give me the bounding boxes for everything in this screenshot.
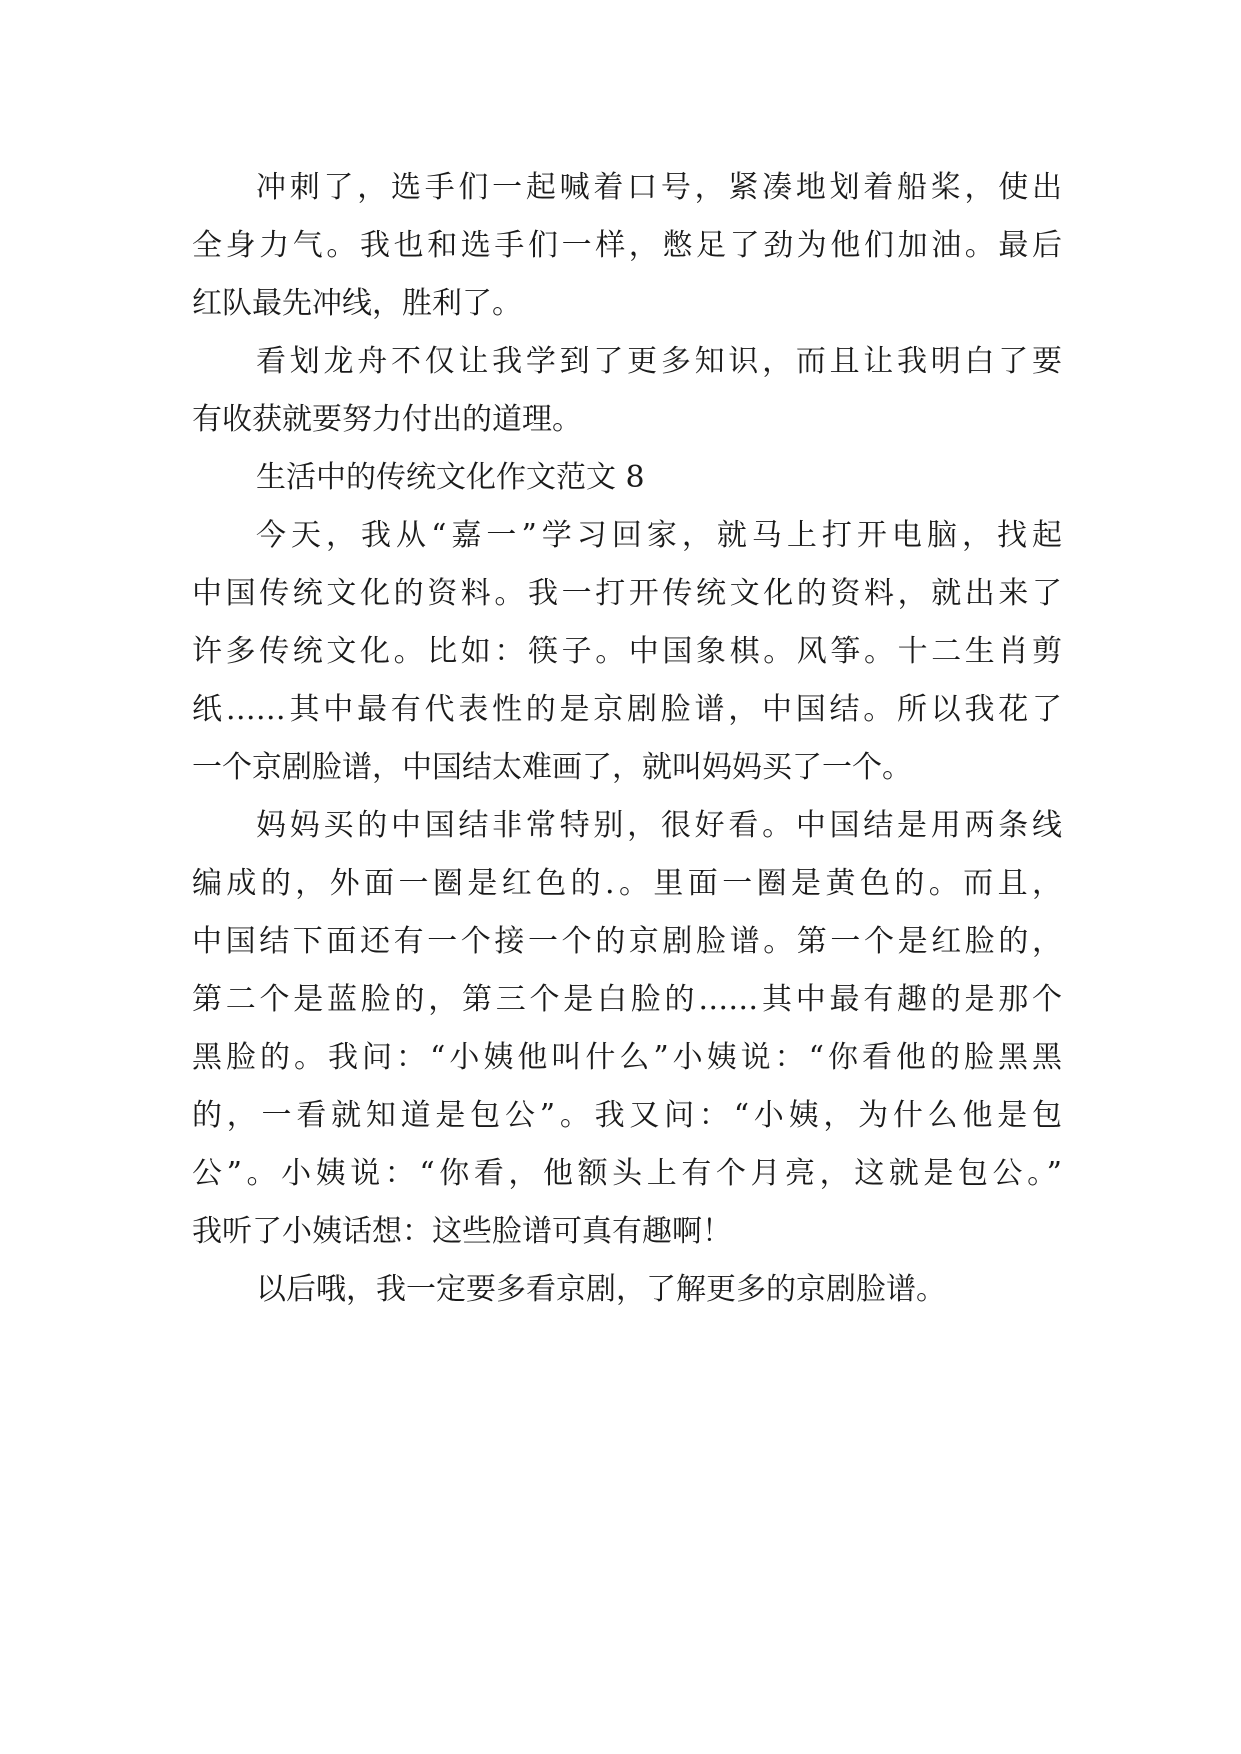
text-line: 第二个是蓝脸的，第三个是白脸的……其中最有趣的是那个 xyxy=(192,982,1062,1017)
text-line: 中国传统文化的资料。我一打开传统文化的资料，就出来了 xyxy=(192,576,1062,611)
text-line: 一个京剧脸谱，中国结太难画了，就叫妈妈买了一个。 xyxy=(192,750,912,785)
text-line: 编成的，外面一圈是红色的.。里面一圈是黄色的。而且， xyxy=(192,866,1062,901)
text-line: 许多传统文化。比如：筷子。中国象棋。风筝。十二生肖剪 xyxy=(192,634,1062,669)
text-line: 我听了小姨话想：这些脸谱可真有趣啊！ xyxy=(192,1214,732,1249)
text-line: 红队最先冲线，胜利了。 xyxy=(192,286,522,321)
text-line: 冲刺了，选手们一起喊着口号，紧凑地划着船桨，使出 xyxy=(256,170,1062,205)
body-text xyxy=(192,159,1062,1319)
text-line: 以后哦，我一定要多看京剧，了解更多的京剧脸谱。 xyxy=(256,1272,946,1307)
text-line: 看划龙舟不仅让我学到了更多知识，而且让我明白了要 xyxy=(256,344,1062,379)
text-line: 全身力气。我也和选手们一样，憋足了劲为他们加油。最后 xyxy=(192,228,1062,263)
text-line: 纸……其中最有代表性的是京剧脸谱，中国结。所以我花了 xyxy=(192,692,1062,727)
section-heading: 生活中的传统文化作文范文 8 xyxy=(256,460,645,495)
text-line: 有收获就要努力付出的道理。 xyxy=(192,402,582,437)
text-line: 的，一看就知道是包公”。我又问：“小姨，为什么他是包 xyxy=(192,1098,1062,1133)
text-line: 今天，我从“嘉一”学习回家，就马上打开电脑，找起 xyxy=(256,518,1062,553)
text-line: 公”。小姨说：“你看，他额头上有个月亮，这就是包公。” xyxy=(192,1156,1062,1191)
text-line: 妈妈买的中国结非常特别，很好看。中国结是用两条线 xyxy=(256,808,1062,843)
text-line: 中国结下面还有一个接一个的京剧脸谱。第一个是红脸的， xyxy=(192,924,1062,959)
text-line: 黑脸的。我问：“小姨他叫什么”小姨说：“你看他的脸黑黑 xyxy=(192,1040,1062,1075)
